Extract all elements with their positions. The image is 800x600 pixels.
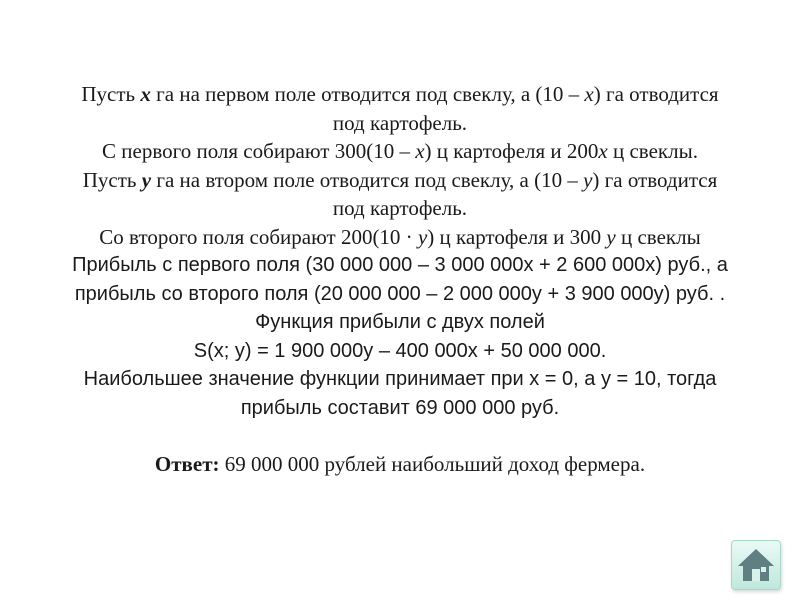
text-line-10: S(x; y) = 1 900 000y – 400 000x + 50 000 000. <box>193 339 607 362</box>
answer-label: Ответ: <box>154 452 220 476</box>
home-button[interactable] <box>731 540 781 590</box>
text-line-3: С первого поля собирают 300(10 – x) ц картофеля и 200x ц свеклы. <box>102 139 698 163</box>
answer-text: 69 000 000 рублей наибольший доход фермера. <box>219 452 646 476</box>
home-icon <box>732 541 780 589</box>
var-x: x <box>584 82 594 106</box>
var-x: x <box>415 139 425 163</box>
var-y: y <box>583 167 593 192</box>
text-line-7: Прибыль с первого поля (30 000 000 – 3 000 000х + 2 600 000х) руб., а <box>72 254 728 276</box>
text-line-1: Пусть x га на первом поле отводится под свеклу, а (10 – x) га отводится <box>81 82 719 106</box>
solution-text <box>20 80 780 479</box>
text-line-8: прибыль со второго поля (20 000 000 – 2 000 000у + 3 900 000у) руб. . <box>74 282 726 305</box>
text-line-4: Пусть y га на втором поле отводится под свеклу, а (10 – y) га отводится <box>82 167 718 192</box>
spacer <box>20 422 780 450</box>
text-line-2: под картофель. <box>332 110 468 135</box>
var-x: x <box>140 82 151 106</box>
var-x: x <box>598 139 608 163</box>
text-line-9: Функция прибыли с двух полей <box>255 311 545 333</box>
answer-line <box>20 450 780 479</box>
var-y: y <box>141 167 152 192</box>
text-line-11: Наибольшее значение функции принимает при x = 0, а у = 10, тогда <box>83 368 717 390</box>
var-y: y <box>417 224 428 249</box>
var-y: y <box>606 224 616 249</box>
text-line-5: под картофель. <box>332 196 468 220</box>
text-line-6: Со второго поля собирают 200(10 · y) ц картофеля и 300 y ц свеклы <box>99 224 701 249</box>
text-line-12: прибыль составит 69 000 000 руб. <box>240 396 560 419</box>
